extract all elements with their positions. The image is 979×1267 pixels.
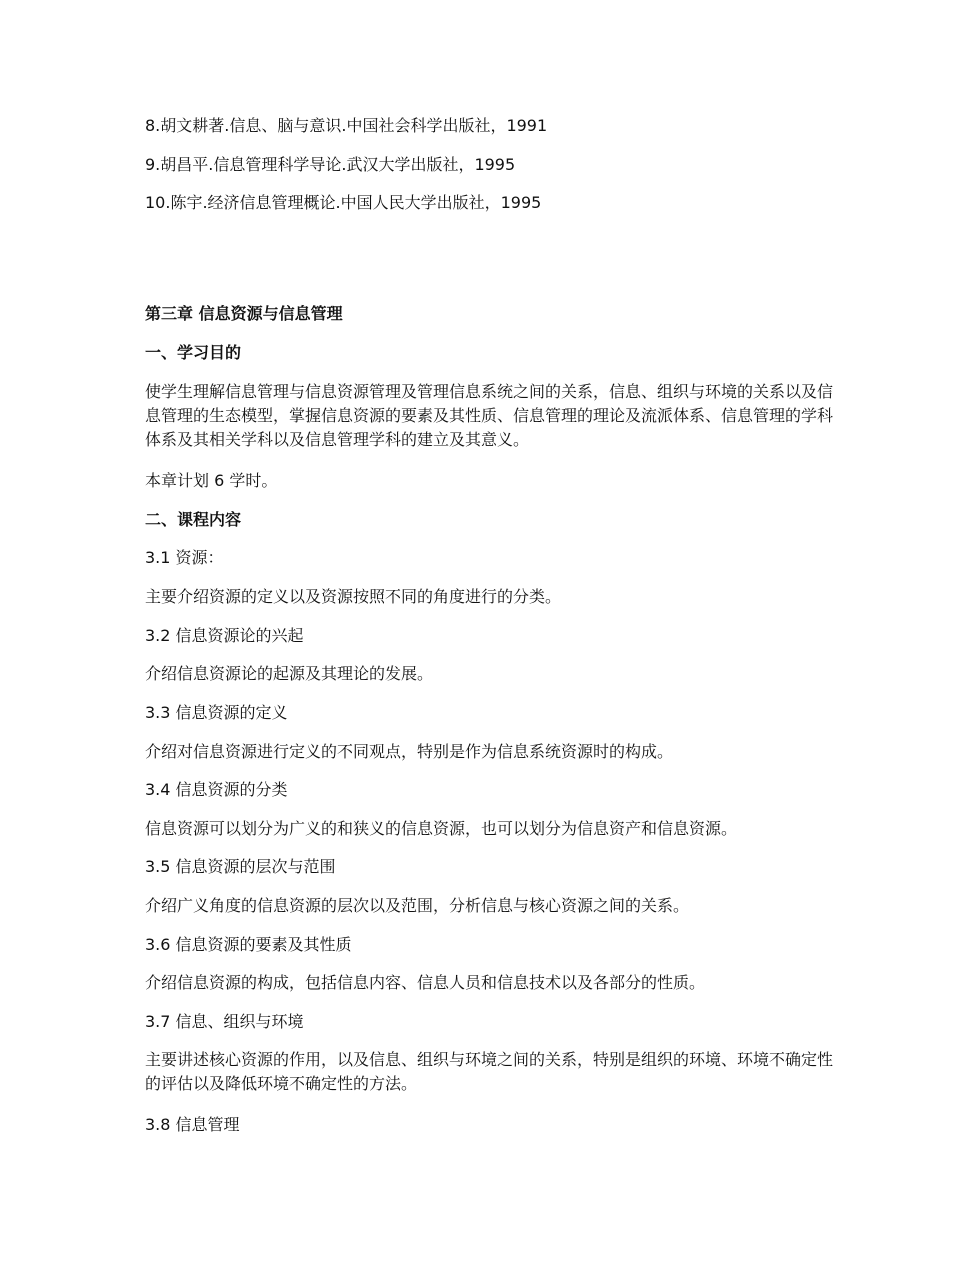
reference-item: 8.胡文耕著.信息、脑与意识.中国社会科学出版社，1991 — [145, 116, 548, 135]
subsection-text: 主要介绍资源的定义以及资源按照不同的角度进行的分类。 — [145, 587, 562, 606]
section-heading-content: 二、课程内容 — [145, 510, 242, 529]
subsection-heading: 3.7 信息、组织与环境 — [145, 1012, 304, 1031]
reference-item: 10.陈宇.经济信息管理概论.中国人民大学出版社，1995 — [145, 193, 542, 212]
reference-item: 9.胡昌平.信息管理科学导论.武汉大学出版社，1995 — [145, 155, 516, 174]
subsection-heading: 3.2 信息资源论的兴起 — [145, 626, 304, 645]
subsection-heading: 3.8 信息管理 — [145, 1115, 240, 1134]
hours-text: 本章计划 6 学时。 — [145, 471, 278, 490]
subsection-heading: 3.1 资源： — [145, 548, 224, 567]
subsection-text: 介绍广义角度的信息资源的层次以及范围，分析信息与核心资源之间的关系。 — [145, 896, 690, 915]
subsection-heading: 3.4 信息资源的分类 — [145, 780, 288, 799]
subsection-text: 介绍对信息资源进行定义的不同观点，特别是作为信息系统资源时的构成。 — [145, 742, 674, 761]
subsection-heading: 3.5 信息资源的层次与范围 — [145, 857, 336, 876]
subsection-text: 主要讲述核心资源的作用，以及信息、组织与环境之间的关系，特别是组织的环境、环境不确定性的评估以及降低环境不确定性的方法。 — [145, 1050, 834, 1093]
subsection-heading: 3.3 信息资源的定义 — [145, 703, 288, 722]
subsection-text: 信息资源可以划分为广义的和狭义的信息资源，也可以划分为信息资产和信息资源。 — [145, 819, 738, 838]
subsection-heading: 3.6 信息资源的要素及其性质 — [145, 935, 352, 954]
section-heading-objectives: 一、学习目的 — [145, 343, 242, 362]
chapter-title: 第三章 信息资源与信息管理 — [145, 304, 343, 323]
objectives-paragraph: 使学生理解信息管理与信息资源管理及管理信息系统之间的关系，信息、组织与环境的关系以及信息管理的生态模型，掌握信息资源的要素及其性质、信息管理的理论及流派体系、信息管理的学科体系及其相关学科以及信息管理学科的建立及其意义。 — [145, 382, 834, 449]
subsection-text: 介绍信息资源的构成，包括信息内容、信息人员和信息技术以及各部分的性质。 — [145, 973, 706, 992]
subsection-text: 介绍信息资源论的起源及其理论的发展。 — [145, 664, 434, 683]
